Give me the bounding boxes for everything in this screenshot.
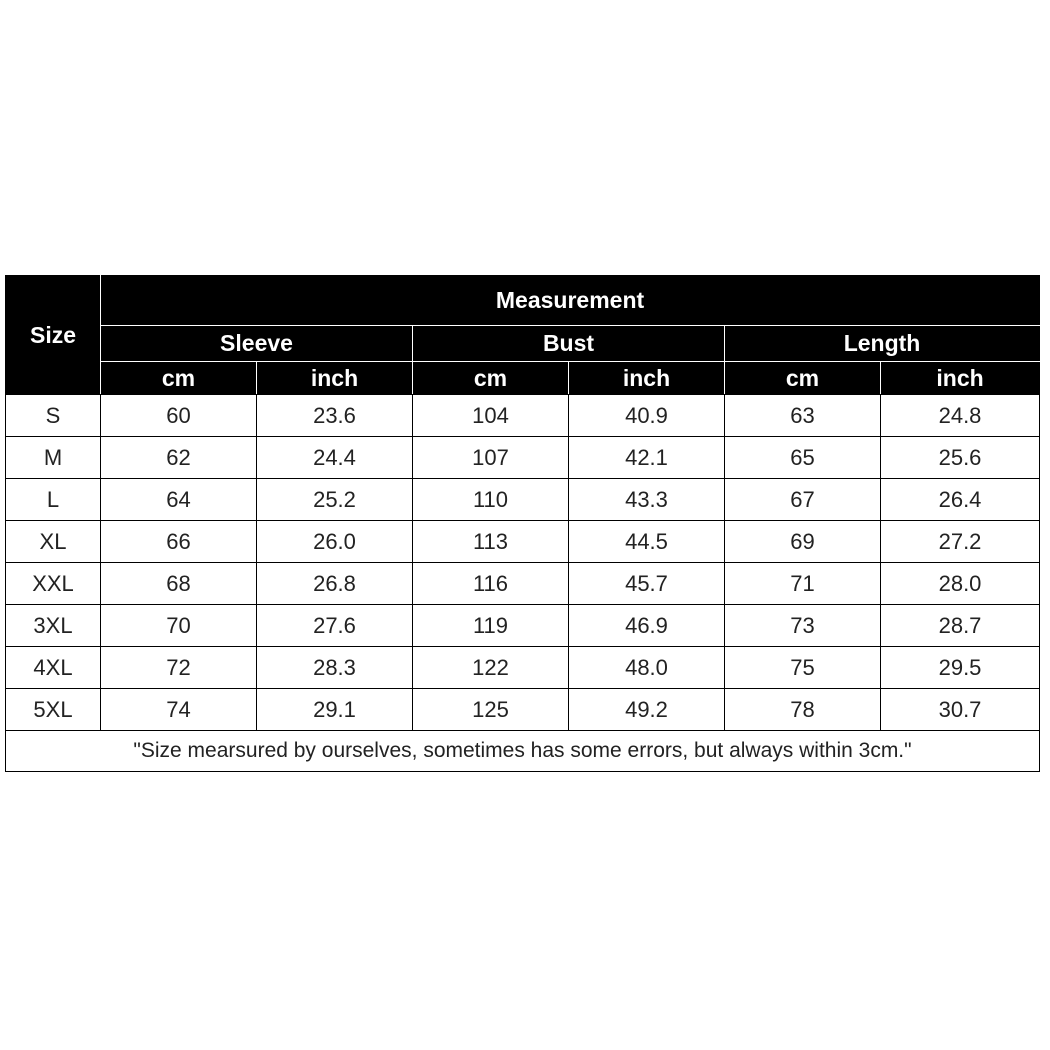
length-inch-cell: 27.2 [881,521,1040,563]
size-cell: XL [6,521,101,563]
table-row [6,647,1040,689]
bust-cm-cell: 107 [413,437,569,479]
bust-inch-cell: 42.1 [569,437,725,479]
bust-cm-header: cm [413,362,569,395]
length-inch-cell: 26.4 [881,479,1040,521]
bust-inch-cell: 44.5 [569,521,725,563]
sleeve-inch-cell: 27.6 [257,605,413,647]
size-cell: 3XL [6,605,101,647]
sleeve-cm-cell: 60 [101,395,257,437]
length-cm-cell: 67 [725,479,881,521]
sleeve-cm-header: cm [101,362,257,395]
length-inch-cell: 25.6 [881,437,1040,479]
length-inch-cell: 24.8 [881,395,1040,437]
bust-header: Bust [413,326,725,362]
bust-inch-cell: 48.0 [569,647,725,689]
size-cell: S [6,395,101,437]
table-row [6,563,1040,605]
sleeve-inch-header: inch [257,362,413,395]
table-row [6,479,1040,521]
sleeve-inch-cell: 29.1 [257,689,413,731]
sleeve-inch-cell: 25.2 [257,479,413,521]
bust-inch-header: inch [569,362,725,395]
sleeve-inch-cell: 28.3 [257,647,413,689]
length-inch-cell: 28.0 [881,563,1040,605]
length-inch-header: inch [881,362,1040,395]
bust-inch-cell: 43.3 [569,479,725,521]
size-cell: 4XL [6,647,101,689]
length-cm-cell: 78 [725,689,881,731]
length-cm-cell: 69 [725,521,881,563]
bust-cm-cell: 110 [413,479,569,521]
length-cm-cell: 71 [725,563,881,605]
bust-inch-cell: 46.9 [569,605,725,647]
table-row [6,521,1040,563]
sleeve-cm-cell: 74 [101,689,257,731]
sleeve-inch-cell: 26.0 [257,521,413,563]
length-cm-cell: 73 [725,605,881,647]
sleeve-cm-cell: 66 [101,521,257,563]
length-cm-cell: 63 [725,395,881,437]
sleeve-cm-cell: 68 [101,563,257,605]
table-row [6,437,1040,479]
length-header: Length [725,326,1040,362]
length-inch-cell: 29.5 [881,647,1040,689]
size-header: Size [6,276,101,395]
sleeve-header: Sleeve [101,326,413,362]
bust-inch-cell: 40.9 [569,395,725,437]
length-cm-cell: 65 [725,437,881,479]
sleeve-cm-cell: 62 [101,437,257,479]
size-cell: 5XL [6,689,101,731]
measurement-note: "Size mearsured by ourselves, sometimes has some errors, but always within 3cm." [6,731,1040,772]
bust-inch-cell: 49.2 [569,689,725,731]
bust-cm-cell: 116 [413,563,569,605]
length-inch-cell: 28.7 [881,605,1040,647]
size-cell: M [6,437,101,479]
length-cm-header: cm [725,362,881,395]
size-table-body [6,395,1040,731]
sleeve-inch-cell: 23.6 [257,395,413,437]
sleeve-inch-cell: 26.8 [257,563,413,605]
bust-cm-cell: 119 [413,605,569,647]
sleeve-cm-cell: 64 [101,479,257,521]
size-cell: L [6,479,101,521]
bust-cm-cell: 122 [413,647,569,689]
measurement-header: Measurement [101,276,1040,326]
table-row [6,605,1040,647]
bust-cm-cell: 113 [413,521,569,563]
table-row [6,689,1040,731]
table-row [6,395,1040,437]
size-chart-table [5,275,1040,772]
length-inch-cell: 30.7 [881,689,1040,731]
length-cm-cell: 75 [725,647,881,689]
bust-inch-cell: 45.7 [569,563,725,605]
sleeve-cm-cell: 72 [101,647,257,689]
size-cell: XXL [6,563,101,605]
bust-cm-cell: 104 [413,395,569,437]
sleeve-cm-cell: 70 [101,605,257,647]
bust-cm-cell: 125 [413,689,569,731]
sleeve-inch-cell: 24.4 [257,437,413,479]
